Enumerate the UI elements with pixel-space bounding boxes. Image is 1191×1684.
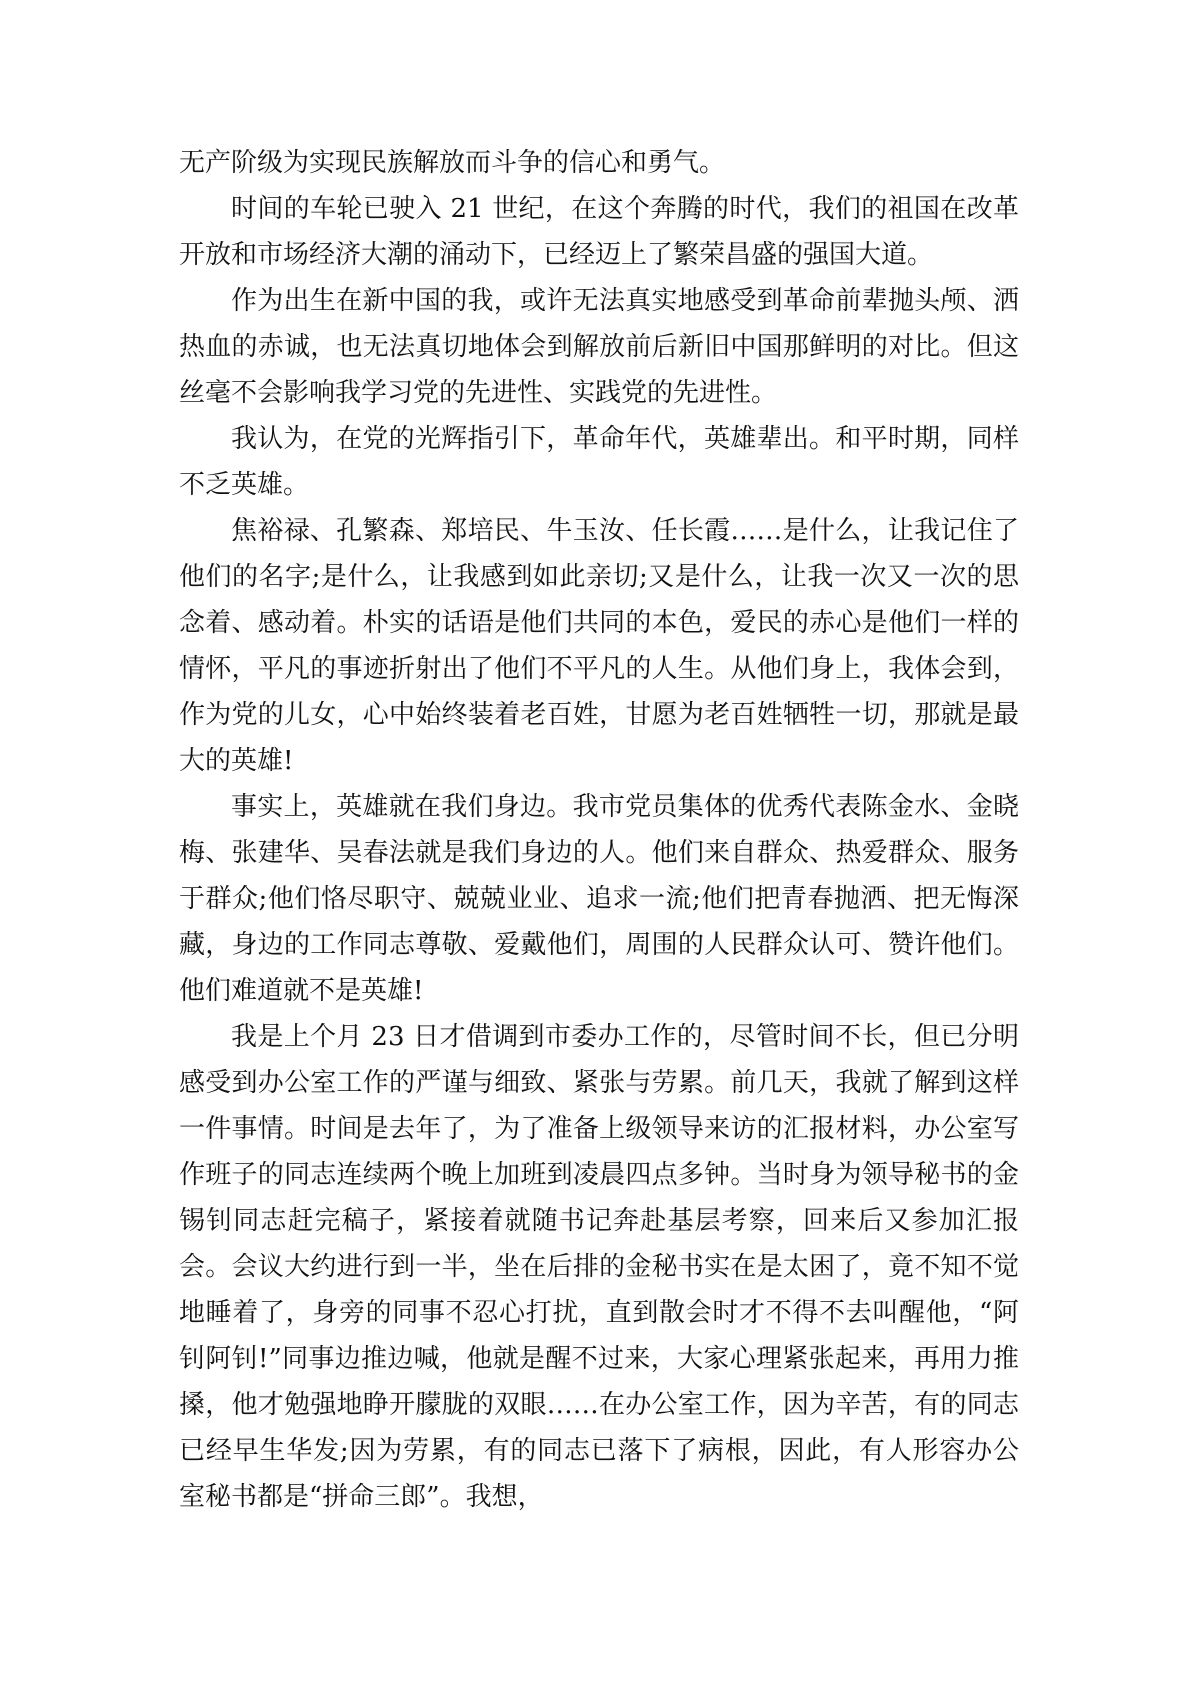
paragraph: 时间的车轮已驶入 21 世纪，在这个奔腾的时代，我们的祖国在改革开放和市场经济大潮的涌动下，已经迈上了繁荣昌盛的强国大道。 xyxy=(179,194,1019,270)
paragraph-continuation: 无产阶级为实现民族解放而斗争的信心和勇气。 xyxy=(179,148,726,178)
paragraph: 事实上，英雄就在我们身边。我市党员集体的优秀代表陈金水、金晓梅、张建华、吴春法就是我们身边的人。他们来自群众、热爱群众、服务于群众;他们恪尽职守、兢兢业业、追求一流;他们把青春抛洒、把无悔深藏，身边的工作同志尊敬、爱戴他们，周围的人民群众认可、赞许他们。他们难道就不是英雄! xyxy=(179,792,1019,1006)
document-body xyxy=(179,140,1019,1520)
paragraph: 我是上个月 23 日才借调到市委办工作的，尽管时间不长，但已分明感受到办公室工作的严谨与细致、紧张与劳累。前几天，我就了解到这样一件事情。时间是去年了，为了准备上级领导来访的汇报材料，办公室写作班子的同志连续两个晚上加班到凌晨四点多钟。当时身为领导秘书的金锡钊同志赶完稿子，紧接着就随书记奔赴基层考察，回来后又参加汇报会。会议大约进行到一半，坐在后排的金秘书实在是太困了，竟不知不觉地睡着了，身旁的同事不忍心打扰，直到散会时才不得不去叫醒他，“阿钊阿钊!”同事边推边喊，他就是醒不过来，大家心理紧张起来，再用力推搡，他才勉强地睁开朦胧的双眼……在办公室工作，因为辛苦，有的同志已经早生华发;因为劳累，有的同志已落下了病根，因此，有人形容办公室秘书都是“拼命三郎”。我想， xyxy=(179,1022,1019,1512)
paragraph: 我认为，在党的光辉指引下，革命年代，英雄辈出。和平时期，同样不乏英雄。 xyxy=(179,424,1019,500)
paragraph: 焦裕禄、孔繁森、郑培民、牛玉汝、任长霞……是什么，让我记住了他们的名字;是什么，让我感到如此亲切;又是什么，让我一次又一次的思念着、感动着。朴实的话语是他们共同的本色，爱民的赤心是他们一样的情怀，平凡的事迹折射出了他们不平凡的人生。从他们身上，我体会到，作为党的儿女，心中始终装着老百姓，甘愿为老百姓牺牲一切，那就是最大的英雄! xyxy=(179,516,1019,776)
paragraph: 作为出生在新中国的我，或许无法真实地感受到革命前辈抛头颅、洒热血的赤诚，也无法真切地体会到解放前后新旧中国那鲜明的对比。但这丝毫不会影响我学习党的先进性、实践党的先进性。 xyxy=(179,286,1019,408)
